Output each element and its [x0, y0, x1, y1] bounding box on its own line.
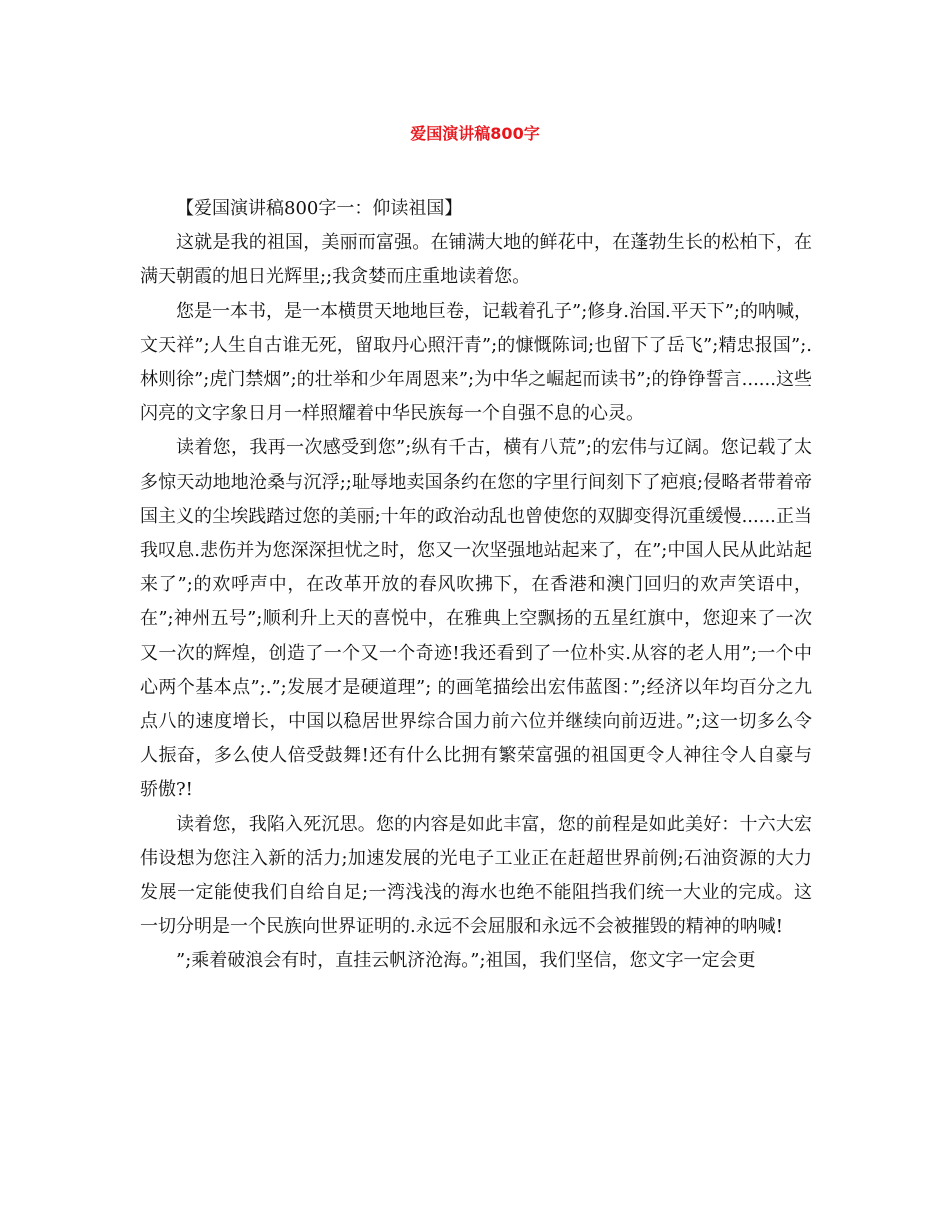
paragraph: 这就是我的祖国，美丽而富强。在铺满大地的鲜花中，在蓬勃生长的松柏下，在满天朝霞的旭日光辉里;;我贪婪而庄重地读着您。 — [140, 232, 812, 288]
paragraph: 读着您，我陷入死沉思。您的内容是如此丰富，您的前程是如此美好：十六大宏伟设想为您注入新的活力;加速发展的光电子工业正在赶超世界前例;石油资源的大力发展一定能使我们自给自足;一湾浅浅的海水也绝不能阻挡我们统一大业的完成。这一切分明是一个民族向世界证明的.永远不会屈服和永远不会被摧毁的精神的呐喊! — [140, 813, 812, 938]
paragraph: ”;乘着破浪会有时，直挂云帆济沧海。”;祖国，我们坚信，您文字一定会更 — [176, 950, 756, 972]
paragraph: 您是一本书，是一本横贯天地地巨卷，记载着孔子”;修身.治国.平天下”;的呐喊，文天祥”;人生自古谁无死，留取丹心照汗青”;的慷慨陈词;也留下了岳飞”;精忠报国”;.林则徐”;虎门禁烟”;的壮举和少年周恩来”;为中华之崛起而读书”;的铮铮誓言......这些闪亮的文字象日月一样照耀着中华民族每一个自强不息的心灵。 — [140, 300, 812, 425]
paragraph: 读着您，我再一次感受到您”;纵有千古，横有八荒”;的宏伟与辽阔。您记载了太多惊天动地地沧桑与沉浮;;耻辱地卖国条约在您的字里行间刻下了疤痕;侵略者带着帝国主义的尘埃践踏过您的美丽;十年的政治动乱也曾使您的双脚变得沉重缓慢......正当我叹息.悲伤并为您深深担忧之时，您又一次坚强地站起来了，在”;中国人民从此站起来了”;的欢呼声中，在改革开放的春风吹拂下，在香港和澳门回归的欢声笑语中，在”;神州五号”;顺利升上天的喜悦中，在雅典上空飘扬的五星红旗中，您迎来了一次又一次的辉煌，创造了一个又一个奇迹!我还看到了一位朴实.从容的老人用”;一个中心两个基本点”;.”;发展才是硬道理”; 的画笔描绘出宏伟蓝图：”;经济以年均百分之九点八的速度增长，中国以稳居世界综合国力前六位并继续向前迈进。”;这一切多么令人振奋，多么使人倍受鼓舞!还有什么比拥有繁荣富强的祖国更令人神往令人自豪与骄傲?! — [140, 437, 812, 801]
document-body — [140, 192, 812, 979]
section-heading: 【爱国演讲稿800字一：仰读祖国】 — [176, 198, 463, 219]
document-title: 爱国演讲稿800字 — [410, 124, 540, 143]
